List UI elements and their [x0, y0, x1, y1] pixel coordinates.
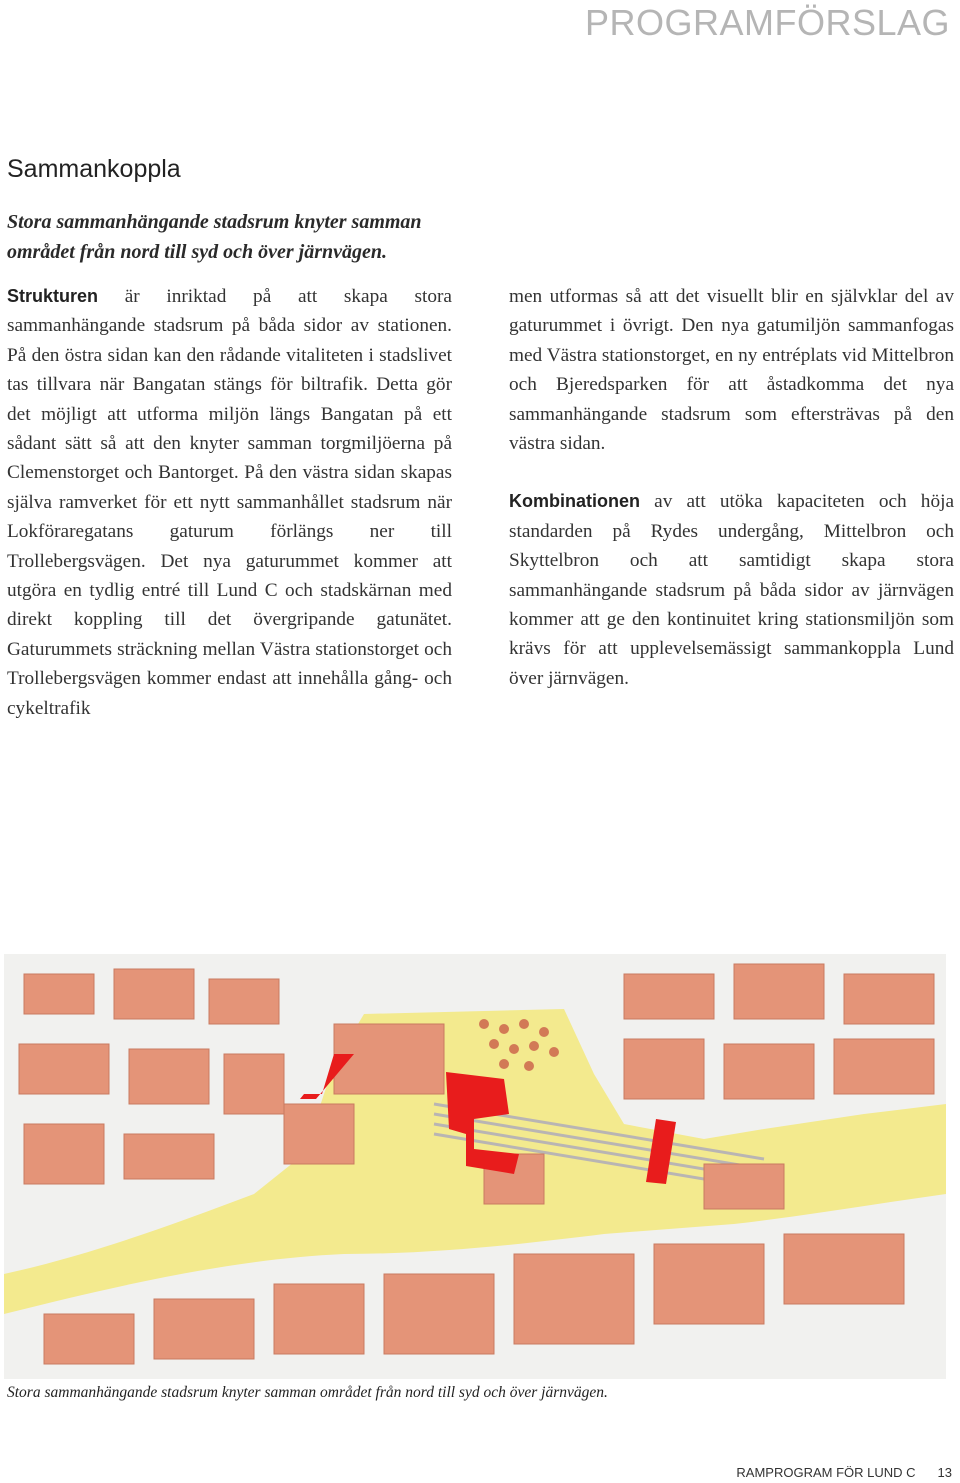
page-header-title: PROGRAMFÖRSLAG	[584, 2, 950, 43]
footer-label: RAMPROGRAM FÖR LUND C	[736, 1465, 916, 1480]
city-model-illustration	[4, 954, 946, 1379]
paragraph-continuation: men utformas så att det visuellt blir en självklar del av gaturummet i övrigt. Den nya gatumiljön sammanfogas med Västra stationstorget, en ny entréplats vid Mittelbron och Bjeredsparken för att åstadkomma det nya sammanhängande stadsrum som eftersträvas på den västra sidan.	[509, 286, 954, 455]
page-number: 13	[937, 1465, 952, 1480]
paragraph-text: av att utöka kapaciteten och höja standarden på Rydes undergång, Mittelbron och Skyttelbron och att samtidigt skapa stora sammanhängande stadsrum på båda sidor av järnvägen kommer att ge den kontinuitet kring stationsmiljön som krävs för att upplevelsemässigt sammankoppla Lund över järnvägen.	[509, 491, 954, 689]
text-column-left	[7, 282, 452, 723]
figure-caption: Stora sammanhängande stadsrum knyter samman området från nord till syd och över järnvägen.	[7, 1384, 608, 1401]
aerial-3d-city-model	[4, 954, 946, 1379]
lead-word-kombinationen: Kombinationen	[509, 491, 640, 512]
section-heading: Sammankoppla	[7, 155, 181, 183]
lead-word-strukturen: Strukturen	[7, 286, 99, 306]
paragraph-kombinationen	[509, 487, 954, 693]
paragraph-text: är inriktad på att skapa stora sammanhängande stadsrum på båda sidor av stationen. På den östra sidan kan den rådande vitaliteten i stadslivet tas tillvara när Bangatan stängs för biltrafik. Detta gör det möjligt att utforma miljön längs Bangatan på ett sådant sätt så att den knyter samman torgmiljöerna på Clemenstorget och Bantorget. På den västra sidan skapas själva ramverket för ett nytt sammanhållet stadsrum när Lokföraregatans gaturum förlängs ner till Trollebergsvägen. Det nya gaturummet kommer att utgöra en tydlig entré till Lund C och stadskärnan med direkt koppling till det övergripande gatunätet. Gaturummets sträckning mellan Västra stationstorget och Trollebergsvägen kommer endast att innehålla gång- och cykeltrafik	[7, 286, 452, 719]
lead-paragraph: Stora sammanhängande stadsrum knyter samman området från nord till syd och över järnvägen.	[7, 211, 422, 263]
page-footer	[736, 1465, 952, 1480]
paragraph-strukturen	[7, 282, 452, 723]
text-column-right	[509, 282, 954, 693]
